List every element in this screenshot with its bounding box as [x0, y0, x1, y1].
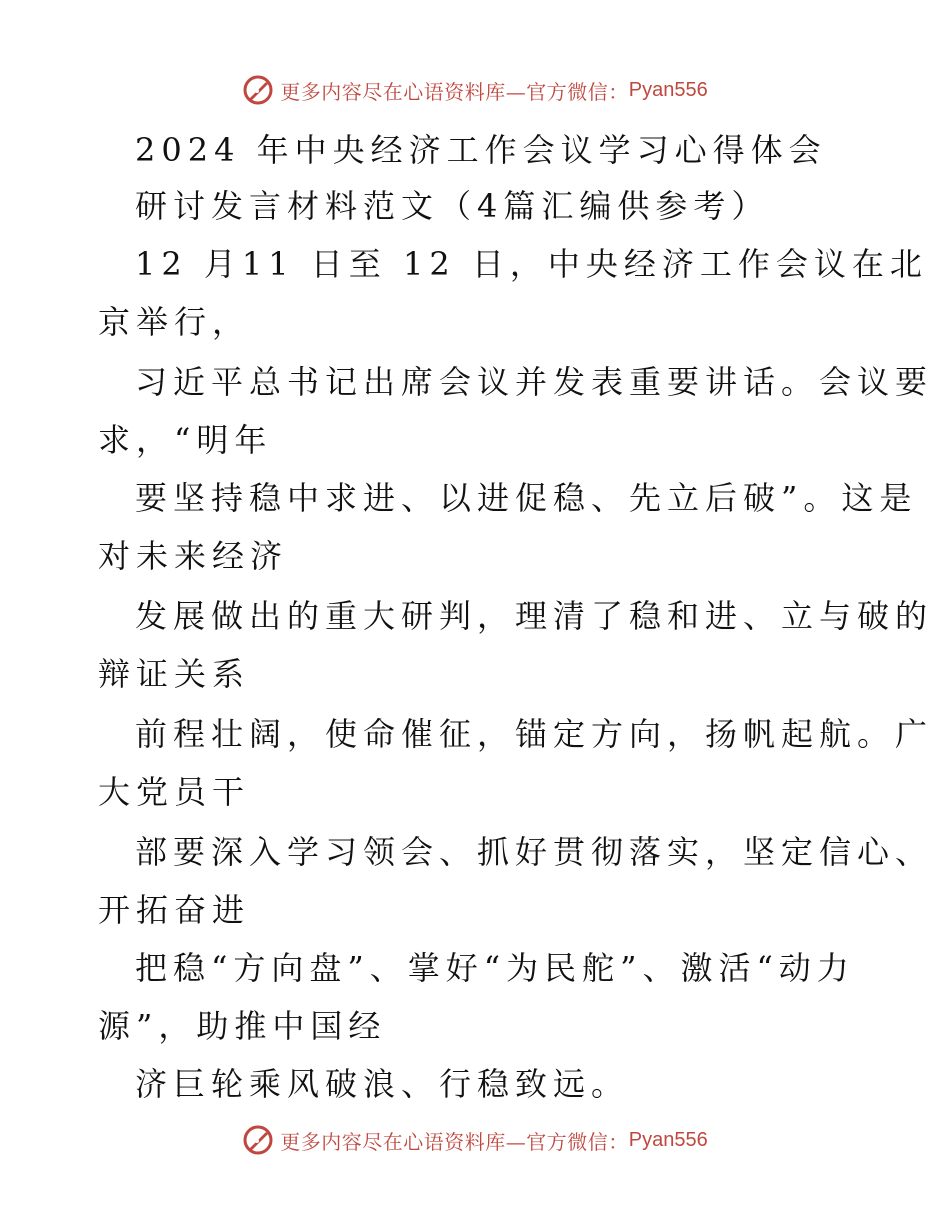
paragraph-line: 源”，助推中国经: [98, 1007, 387, 1045]
paragraph-line: 京举行，: [98, 303, 251, 341]
document-title-line-2: 研讨发言材料范文（4篇汇编供参考）: [135, 187, 770, 225]
header-banner-handle: Pyan556: [628, 78, 708, 101]
paragraph-line: 对未来经济: [98, 537, 289, 575]
paragraph-line: 求，“明年: [98, 421, 273, 459]
document-title-line-1: 2024 年中央经济工作会议学习心得体会: [135, 131, 827, 169]
paragraph-line: 把稳“方向盘”、掌好“为民舵”、激活“动力: [135, 949, 855, 987]
paragraph-line: 发展做出的重大研判，理清了稳和进、立与破的: [135, 597, 934, 635]
header-banner: [0, 72, 950, 108]
paragraph-line: 开拓奋进: [98, 891, 251, 929]
footer-banner: [0, 1122, 950, 1158]
paragraph-line: 辩证关系: [98, 655, 251, 693]
paragraph-line: 要坚持稳中求进、以进促稳、先立后破”。这是: [135, 479, 918, 517]
footer-banner-handle: Pyan556: [628, 1128, 708, 1151]
paragraph-line: 济巨轮乘风破浪、行稳致远。: [135, 1065, 630, 1103]
paragraph-line: 部要深入学习领会、抓好贯彻落实，坚定信心、: [135, 833, 934, 871]
paragraph-line: 前程壮阔，使命催征，锚定方向，扬帆起航。广: [135, 715, 934, 753]
paragraph-line: 大党员干: [98, 773, 251, 811]
paragraph-line: 习近平总书记出席会议并发表重要讲话。会议要: [135, 363, 934, 401]
header-banner-text: 更多内容尽在心语资料库—官方微信：: [280, 79, 629, 104]
paragraph-line: 12 月11 日至 12 日，中央经济工作会议在北: [135, 245, 928, 283]
pen-nib-circle-icon: [242, 1124, 274, 1156]
footer-banner-text: 更多内容尽在心语资料库—官方微信：: [280, 1129, 629, 1154]
pen-nib-circle-icon: [242, 74, 274, 106]
